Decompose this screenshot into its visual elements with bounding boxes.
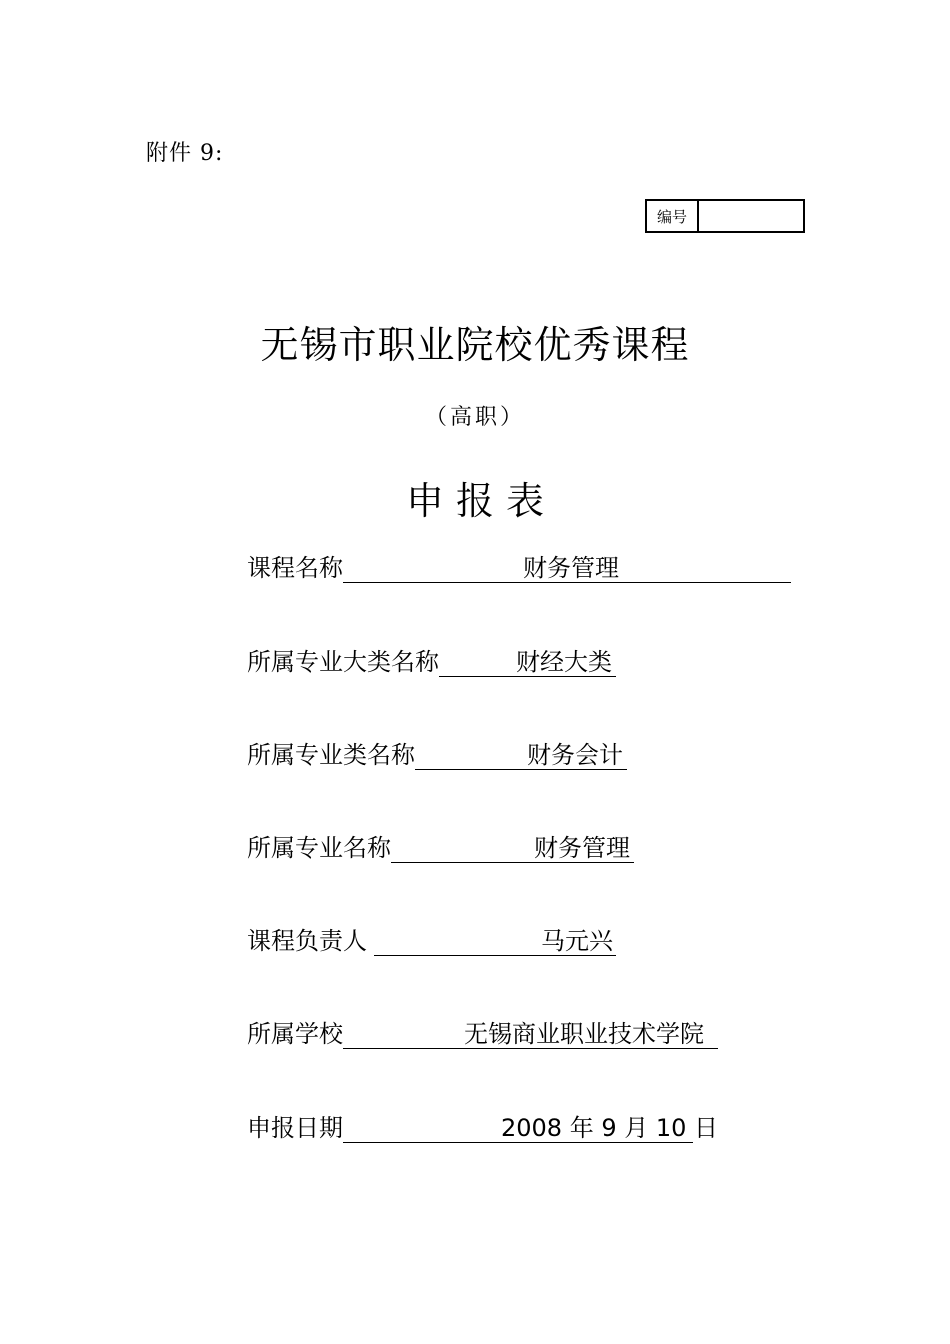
field-value: 财务会计: [415, 741, 627, 770]
field-course-leader: [247, 926, 616, 956]
field-label: 所属专业类名称: [247, 741, 415, 769]
field-value: 2008 年 9 月 10 日: [343, 1114, 693, 1143]
field-course-name: [247, 553, 791, 583]
document-title: 无锡市职业院校优秀课程: [260, 323, 690, 367]
field-major-name: [247, 833, 634, 863]
field-label: 所属学校: [247, 1020, 343, 1048]
field-value: 财经大类: [439, 648, 616, 677]
serial-number-value: [699, 201, 803, 231]
field-value: 马元兴: [374, 927, 616, 956]
field-label: 课程名称: [247, 554, 343, 582]
serial-number-label: 编号: [647, 201, 699, 231]
field-label: 申报日期: [247, 1114, 343, 1142]
field-submission-date: [247, 1113, 719, 1143]
attachment-label: 附件 9:: [146, 141, 224, 166]
field-label: 所属专业名称: [247, 834, 391, 862]
field-major-class: [247, 740, 627, 770]
document-subtitle: （高职）: [424, 405, 525, 430]
field-label: 所属专业大类名称: [247, 648, 439, 676]
field-label: 课程负责人: [247, 927, 367, 955]
field-value: 财务管理: [391, 834, 634, 863]
serial-number-box: [645, 199, 805, 233]
field-value: 无锡商业职业技术学院: [343, 1020, 718, 1049]
form-title: 申报表: [405, 479, 556, 523]
field-value: 财务管理: [343, 554, 791, 583]
field-major-category: [247, 647, 616, 677]
field-school: [247, 1019, 718, 1049]
